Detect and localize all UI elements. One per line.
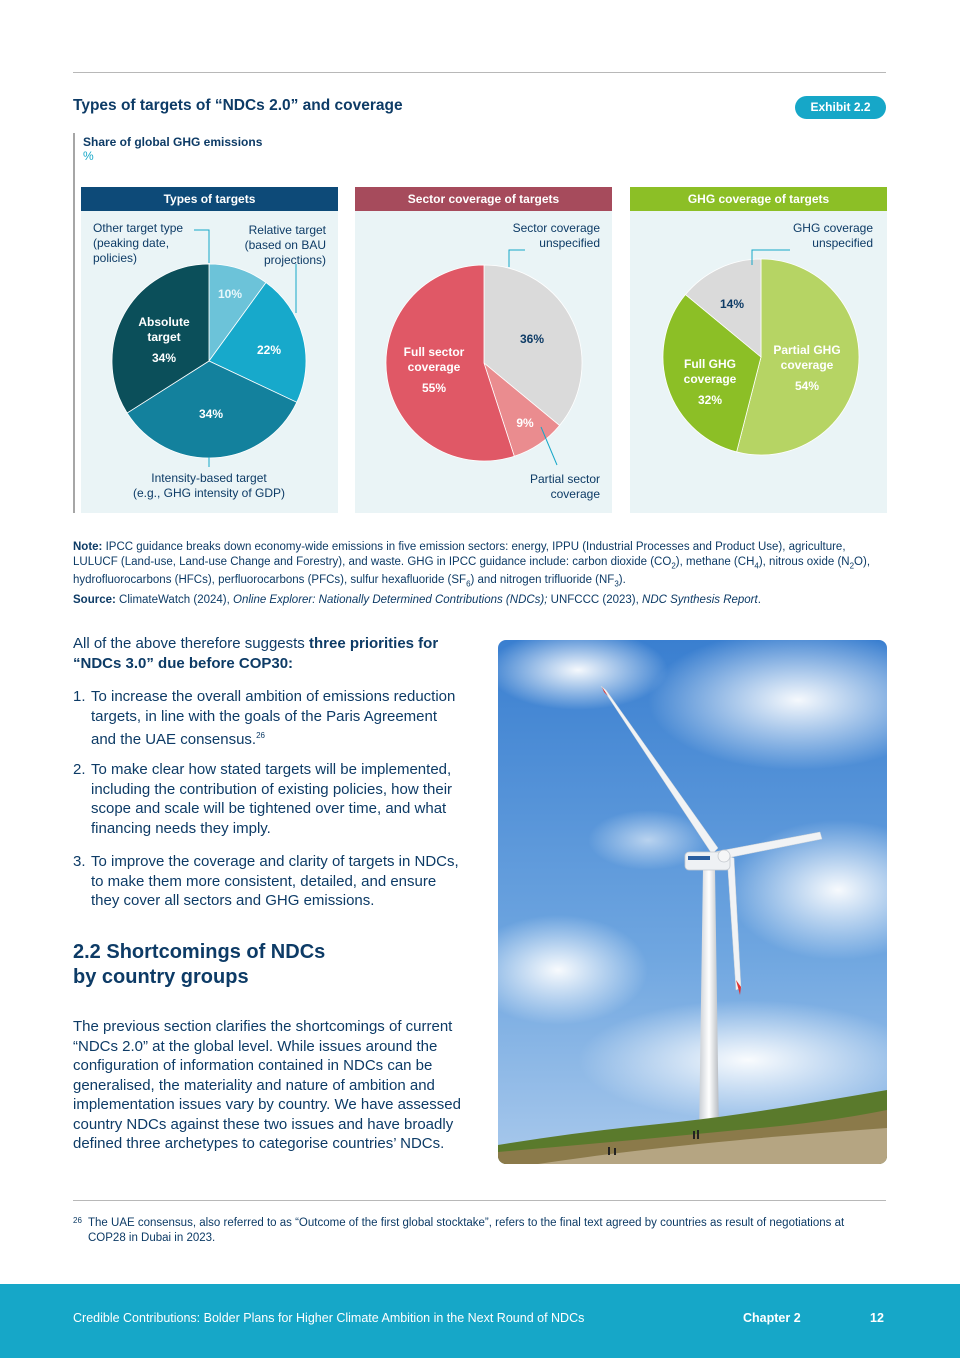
callout-ghg-unspecified-1: GHG coverage	[792, 221, 873, 235]
note-text-b: ), methane (CH	[675, 556, 755, 568]
slice-label-absolute: 34%	[151, 351, 177, 365]
section-heading-line1: 2.2 Shortcomings of NDCs	[73, 941, 326, 963]
panel-header-sector: Sector coverage of targets	[355, 187, 612, 211]
callout-line-other	[194, 230, 209, 263]
callout-ghg-full-2: coverage	[683, 372, 737, 386]
chart-unit: %	[83, 149, 94, 163]
pie-slices-types	[112, 264, 306, 458]
note-text-d: O), hydrofluorocarbons (HFCs), perfluorocarbons (PFCs), sulfur hexafluoride (SF	[73, 556, 871, 587]
panel-header-types: Types of targets	[81, 187, 338, 211]
note-sub-a: 2	[671, 561, 676, 571]
slice-label-other: 10%	[217, 287, 243, 301]
note-text-f: ).	[618, 574, 626, 587]
callout-intensity-2: (e.g., GHG intensity of GDP)	[132, 486, 286, 500]
intro-bold: three priorities for “NDCs 3.0” due before COP30:	[73, 635, 439, 672]
slice-label-ghg-partial: 54%	[794, 379, 820, 393]
callout-line-sector-unspecified	[509, 250, 525, 267]
list-item	[73, 687, 465, 750]
callout-ghg-unspecified-2: unspecified	[812, 236, 873, 250]
source-text-b: UNFCCC (2023),	[547, 594, 643, 606]
section-heading-line2: by country groups	[73, 966, 249, 988]
slice-label-sector-full: 55%	[421, 381, 447, 395]
note-sub-d: 6	[466, 579, 471, 589]
list-text: To improve the coverage and clarity of targets in NDCs, to make them more consistent, detailed, and ensure they cover all sectors and GHG emissions.	[91, 853, 459, 909]
note-text-c: ), nitrous oxide (N	[758, 556, 850, 568]
callout-sector-unspecified-2: unspecified	[539, 236, 600, 250]
exhibit-title: Types of targets of “NDCs 2.0” and coverage	[73, 97, 403, 114]
note-text-a: IPCC guidance breaks down economy-wide emissions in five emission sectors: energy, IPPU (Industrial Processes and Product Use), agriculture, LULUCF (Land-use, Land-use Change and Forestry), and waste. GHG in IPCC guidance include: carbon dioxide (CO	[73, 541, 846, 568]
footnote-text: The UAE consensus, also referred to as “Outcome of the first global stocktake”, refers to the final text agreed by countries as result of negotiations at COP28 in Dubai in 2023.	[88, 1217, 845, 1244]
source-label: Source:	[73, 594, 116, 606]
panel-sector-coverage	[355, 187, 612, 513]
list-number: 3.	[73, 853, 86, 870]
pie-chart-sector	[355, 187, 612, 513]
callout-relative-3: projections)	[263, 253, 326, 267]
wind-turbine-illustration	[498, 640, 887, 1164]
callout-absolute-2: target	[147, 330, 181, 344]
source-italic-a: Online Explorer: Nationally Determined Contributions (NDCs);	[233, 594, 548, 606]
list-sup: 26	[256, 731, 266, 740]
footnote-number: 26	[73, 1216, 82, 1225]
exhibit-note	[73, 540, 886, 592]
top-divider	[73, 72, 886, 73]
exhibit-source	[73, 593, 886, 608]
page-footer	[0, 1284, 960, 1358]
note-sub-c: 2	[849, 561, 855, 571]
pie-chart-ghg	[630, 187, 887, 513]
exhibit-side-bar	[73, 133, 75, 513]
callout-sector-full-1: Full sector	[403, 345, 465, 359]
exhibit-badge: Exhibit 2.2	[795, 96, 886, 119]
callout-other-3: policies)	[93, 251, 138, 265]
note-text-e: ) and nitrogen trifluoride (NF	[470, 574, 615, 587]
callout-intensity-1: Intensity-based target	[151, 471, 267, 485]
page-number: 12	[870, 1311, 884, 1325]
source-text-c: .	[757, 594, 761, 606]
list-text: To increase the overall ambition of emissions reduction targets, in line with the goals of the Paris Agreement and the UAE consensus.	[91, 688, 456, 748]
slice-label-ghg-full: 32%	[697, 393, 723, 407]
list-item	[73, 760, 465, 838]
panel-types-of-targets	[81, 187, 338, 513]
note-label: Note:	[73, 541, 103, 553]
footnote	[73, 1216, 873, 1246]
list-number: 1.	[73, 688, 86, 705]
list-number: 2.	[73, 761, 86, 778]
intro-plain: All of the above therefore suggests	[73, 635, 309, 652]
footer-chapter: Chapter 2	[743, 1311, 801, 1325]
callout-sector-full-2: coverage	[407, 360, 461, 374]
note-sub-e: 3	[614, 579, 619, 589]
slice-label-intensity: 34%	[198, 407, 224, 421]
slice-label-relative: 22%	[256, 343, 282, 357]
chart-subtitle: Share of global GHG emissions	[83, 135, 263, 149]
source-italic-b: NDC Synthesis Report	[642, 594, 758, 606]
list-text: To make clear how stated targets will be implemented, including the contribution of existing policies, how their scope and scale will be tightened over time, and what financing needs they imply.	[91, 761, 453, 837]
callout-relative-1: Relative target	[248, 223, 326, 237]
wind-turbine-photo	[498, 640, 887, 1164]
slice-label-sector-unspecified: 36%	[519, 332, 545, 346]
slice-label-ghg-unspecified: 14%	[719, 297, 745, 311]
panel-header-ghg: GHG coverage of targets	[630, 187, 887, 211]
callout-ghg-full-1: Full GHG	[684, 357, 736, 371]
callout-ghg-partial-1: Partial GHG	[773, 343, 841, 357]
callout-other-2: (peaking date,	[93, 236, 170, 250]
callout-sector-partial-2: coverage	[550, 487, 600, 501]
pie-chart-types	[81, 187, 338, 513]
body-intro	[73, 634, 463, 673]
footer-title: Credible Contributions: Bolder Plans for Higher Climate Ambition in the Next Round of NDCs	[73, 1311, 585, 1325]
callout-absolute-1: Absolute	[138, 315, 190, 329]
list-item	[73, 852, 465, 911]
source-text-a: ClimateWatch (2024),	[115, 594, 233, 606]
callout-relative-2: (based on BAU	[244, 238, 326, 252]
section-paragraph: The previous section clarifies the shortcomings of current “NDCs 2.0” at the global level. While issues around the configuration of information contained in NDCs can be generalised, the materiality and nature of ambition and implementation issues vary by country. We have assessed country NDCs against these two issues and have broadly defined three archetypes to categorise countries’ NDCs.	[73, 1018, 461, 1152]
slice-label-sector-partial: 9%	[516, 416, 534, 430]
callout-ghg-partial-2: coverage	[780, 358, 834, 372]
bottom-divider	[73, 1200, 886, 1201]
panel-ghg-coverage	[630, 187, 887, 513]
note-sub-b: 4	[754, 561, 759, 571]
section-heading	[73, 940, 473, 990]
callout-sector-unspecified-1: Sector coverage	[512, 221, 600, 235]
callout-sector-partial-1: Partial sector	[529, 472, 600, 486]
callout-other-1: Other target type	[93, 221, 184, 235]
